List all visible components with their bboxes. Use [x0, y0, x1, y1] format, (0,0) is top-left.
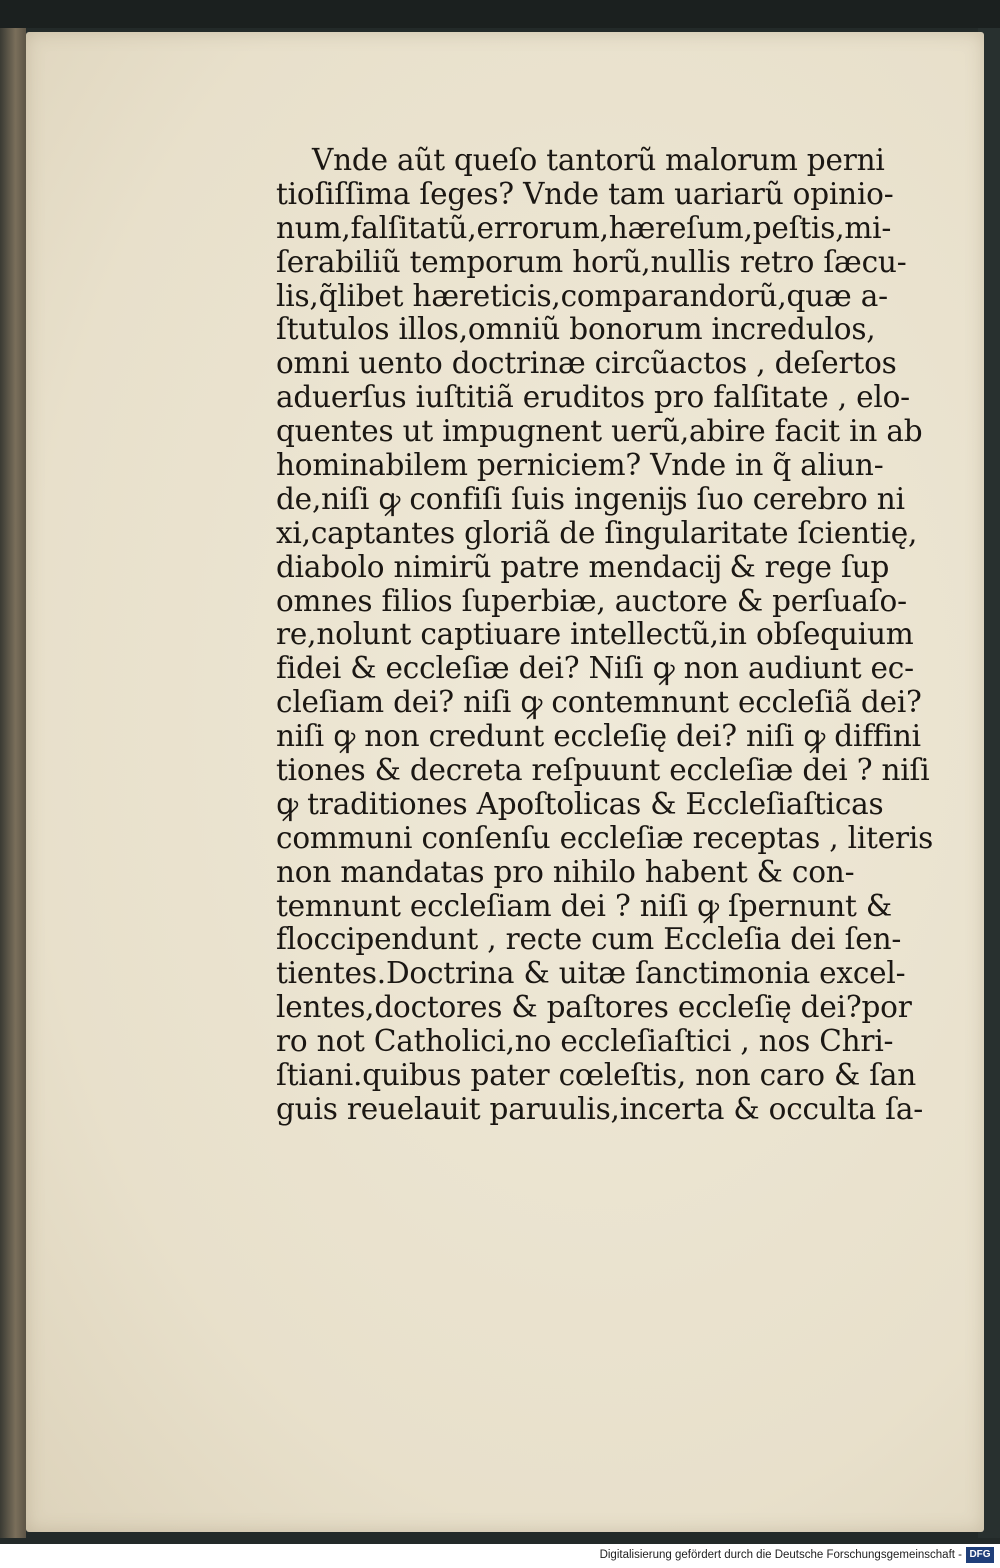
text-line: communi conſenſu eccleſiæ receptas , literis — [276, 820, 934, 855]
text-line: ſtutulos illos,omniũ bonorum incredulos, — [276, 312, 876, 347]
text-line: cleſiam dei? niſi ꝙ contemnunt eccleſiã dei? — [276, 685, 922, 720]
text-line: lis,q̃libet hæreticis,comparandorũ,quæ a- — [276, 278, 888, 313]
text-line: temnunt eccleſiam dei ? niſi ꝙ ſpernunt & — [276, 888, 892, 923]
text-line: niſi ꝙ non credunt eccleſię dei? niſi ꝙ diffini — [276, 719, 921, 754]
text-line: Vnde aũt queſo tantorũ malorum perni — [312, 143, 885, 177]
text-line: re,nolunt captiuare intellectũ,in obſequium — [276, 617, 914, 652]
printed-text-block — [276, 143, 934, 1127]
text-line: omni uento doctrinæ circũactos , deſertos — [276, 346, 897, 381]
text-line: xi,captantes gloriã de ſingularitate ſcientię, — [276, 515, 918, 550]
funding-credit: Digitalisierung gefördert durch die Deutsche Forschungsgemeinschaft - — [599, 1549, 962, 1561]
text-line: omnes filios ſuperbiæ, auctore & perſuaſo- — [276, 583, 907, 618]
text-line: ꝙ traditiones Apoſtolicas & Eccleſiaſticas — [276, 786, 884, 821]
text-line: ſtiani.quibus pater cœleſtis, non caro & ſan — [276, 1058, 917, 1093]
text-line: aduerſus iuſtitiã eruditos pro falſitate , elo- — [276, 380, 910, 415]
text-line: tientes.Doctrina & uitæ ſanctimonia excel- — [276, 956, 906, 991]
text-line: tioſiſſima ſeges? Vnde tam uariarũ opinio- — [276, 176, 894, 211]
text-line: hominabilem perniciem? Vnde in q̃ aliun- — [276, 448, 884, 483]
book-cover-left-edge — [0, 28, 26, 1538]
text-line: quentes ut impugnent uerũ,abire facit in ab — [276, 414, 923, 449]
text-line: num,falſitatũ,errorum,hæreſum,peſtis,mi- — [276, 210, 892, 245]
scan-background-top — [0, 0, 1000, 28]
paper-page — [26, 32, 984, 1532]
text-line: diabolo nimirũ patre mendacĳ & rege ſup — [276, 549, 890, 584]
text-line: fidei & eccleſiæ dei? Niſi ꝙ non audiunt ec- — [276, 651, 914, 686]
text-line: non mandatas pro nihilo habent & con- — [276, 854, 855, 889]
text-line: tiones & decreta reſpuunt eccleſiæ dei ? niſi — [276, 753, 930, 788]
text-line: ſerabiliũ temporum horũ,nullis retro ſæcu- — [276, 244, 907, 279]
text-line: lentes,doctores & paſtores eccleſię dei?por — [276, 990, 912, 1025]
text-line: de,niſi ꝙ confiſi ſuis ingenĳs ſuo cerebro ni — [276, 481, 905, 516]
text-line: guis reuelauit paruulis,incerta & occulta ſa- — [276, 1091, 924, 1126]
dfg-logo-icon: DFG — [966, 1547, 994, 1563]
text-line: ro not Catholici,no eccleſiaſtici , nos Chri- — [276, 1024, 894, 1059]
text-line: floccipendunt , recte cum Eccleſia dei ſen- — [276, 922, 902, 957]
